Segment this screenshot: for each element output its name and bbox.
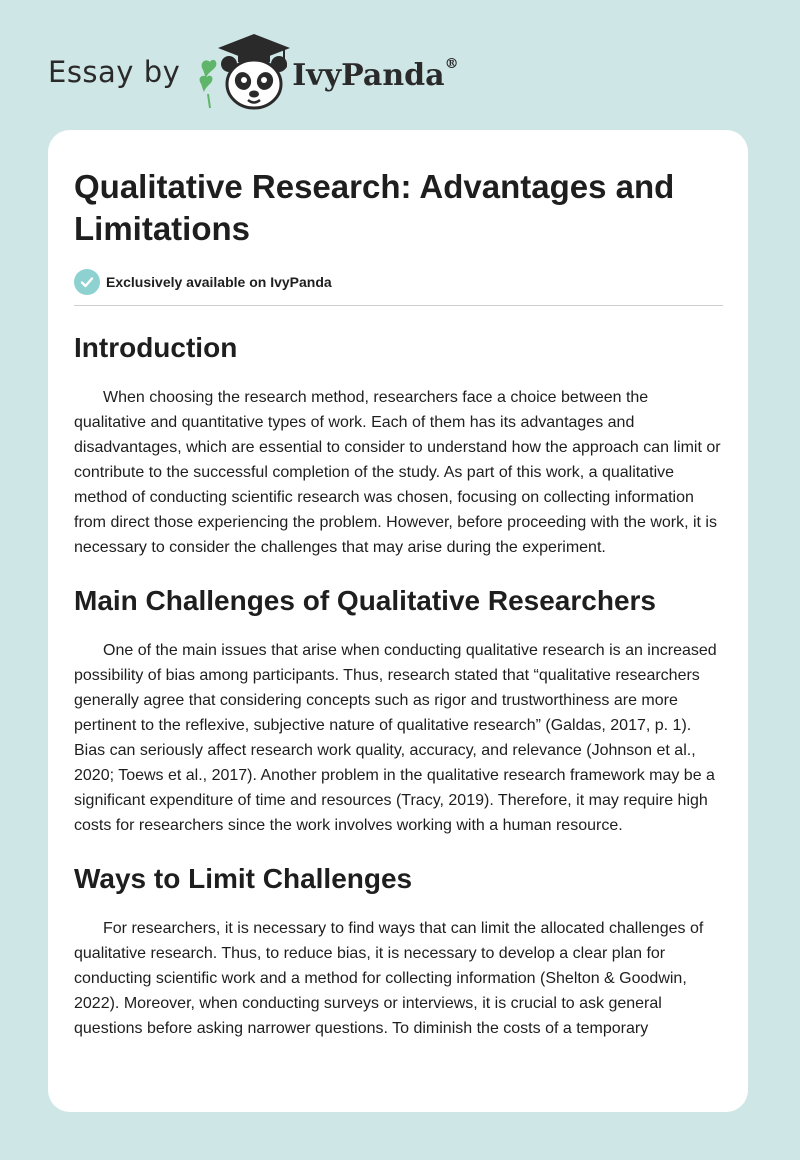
essay-by-label: Essay by	[48, 55, 181, 89]
section-heading-introduction: Introduction	[74, 332, 238, 363]
check-icon	[74, 269, 100, 295]
registered-mark: ®	[444, 55, 459, 72]
section-heading-main-challenges: Main Challenges of Qualitative Researchers	[74, 585, 656, 616]
section-body-ways-to-limit: For researchers, it is necessary to find ways that can limit the allocated challenges of qualitative research. Thus, to reduce bias, it is necessary to develop a clear plan for conducting scientific work and a method for collecting information (Shelton & Goodwin, 2022). Moreover, when conducting surveys or interviews, it is crucial to ask general questions before asking narrower questions. To diminish the costs of a temporary	[74, 920, 704, 1037]
section-heading-ways-to-limit: Ways to Limit Challenges	[74, 863, 413, 894]
brand-name[interactable]: IvyPanda®	[292, 55, 459, 93]
essay-card	[48, 130, 748, 1112]
exclusive-badge	[74, 268, 722, 296]
section-body-main-challenges: One of the main issues that arise when conducting qualitative research is an increased possibility of bias among participants. Thus, research stated that “qualitative researchers generally agree that considering concepts such as rigor and trustworthiness are more pertinent to the reflexive, subjective nature of qualitative research” (Galdas, 2017, p. 1). Bias can seriously affect research work quality, accuracy, and relevance (Johnson et al., 2020; Toews et al., 2017). Another problem in the qualitative research framework may be a significant expenditure of time and resources (Tracy, 2019). Therefore, it may require high costs for researchers since the work involves working with a human resource.	[74, 642, 717, 834]
site-header	[48, 34, 459, 110]
page-title: Qualitative Research: Advantages and Limitations	[74, 168, 675, 247]
exclusive-text: Exclusively available on IvyPanda	[106, 274, 332, 290]
section-body-introduction: When choosing the research method, researchers face a choice between the qualitative and quantitative types of work. Each of them has its advantages and disadvantages, which are essential to consider to understand how the approach can limit or contribute to the successful completion of the study. As part of this work, a qualitative method of conducting scientific research was chosen, focusing on collecting information from direct those experiencing the problem. However, before proceeding with the work, it is necessary to consider the challenges that may arise during the experiment.	[74, 389, 721, 556]
divider	[74, 305, 723, 306]
ivypanda-logo-icon[interactable]	[198, 34, 290, 110]
